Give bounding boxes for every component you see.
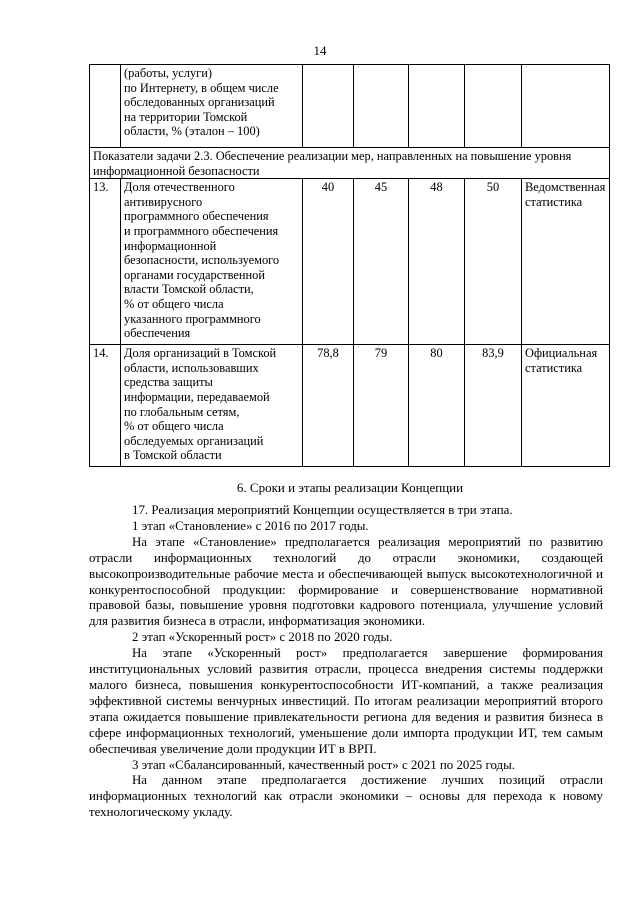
section-header-row (90, 148, 610, 179)
paragraph: На этапе «Ускоренный рост» предполагается завершение формирования институциональных условий развития отрасли, процесса внедрения системы поддержки малого бизнеса, повышения конкурентоспособности ИТ-компаний, а также реализация эффективной системы венчурных инвестиций. По итогам реализации мероприятий второго этапа ожидается повышение привлекательности региона для ведения и развития бизнеса в сфере информационных технологий, уменьшение доли импорта продукции ИТ, тем самым обеспечивая увеличение доли продукции ИТ в ВРП. (89, 646, 603, 756)
paragraph: 1 этап «Становление» с 2016 по 2017 годы. (132, 518, 369, 533)
paragraph: На этапе «Становление» предполагается реализация мероприятий по развитию отрасли информационных технологий до отрасли экономики, создающей высокопроизводительные рабочие места и обеспечивающей выпуск высокотехнологичной и конкурентоспособной продукции: формирование и совершенствование нормативной правовой базы, повышение уровня подготовки кадрового потенциала, улучшение условий для развития бизнеса в отрасли, информатизация экономики. (89, 534, 603, 629)
value-cell: 80 (409, 345, 465, 467)
value-cell: 50 (465, 179, 522, 345)
paragraph: 17. Реализация мероприятий Концепции осуществляется в три этапа. (132, 503, 513, 517)
paragraph: На данном этапе предполагается достижение лучших позиций отрасли информационных технологий как отрасли экономики – основы для перехода к новому технологическому укладу. (89, 773, 603, 820)
section-title: 6. Сроки и этапы реализации Концепции (236, 480, 464, 495)
source-cell (522, 65, 610, 148)
row-number: 14. (90, 345, 121, 467)
value-cell: 45 (354, 179, 409, 345)
row-number (90, 65, 121, 148)
table-row (90, 179, 610, 345)
body-text (89, 503, 603, 821)
indicator-name: Доля отечественного антивирусного программного обеспечения и программного обеспечения информационной безопасности, используемого органами государственной власти Томской области, % от общего числа указанного программного обеспечения (121, 179, 303, 345)
indicator-name: Доля организаций в Томской области, использовавших средства защиты информации, передаваемой по глобальным сетям, % от общего числа обследуемых организаций в Томской области (121, 345, 303, 467)
indicators-table (89, 64, 610, 467)
table-row (90, 345, 610, 467)
value-cell (465, 65, 522, 148)
value-cell: 79 (354, 345, 409, 467)
value-cell (354, 65, 409, 148)
section-header: Показатели задачи 2.3. Обеспечение реализации мер, направленных на повышение уровня информационной безопасности (90, 148, 610, 179)
value-cell: 40 (303, 179, 354, 345)
value-cell: 83,9 (465, 345, 522, 467)
paragraph: 3 этап «Сбалансированный, качественный рост» с 2021 по 2025 годы. (132, 757, 515, 772)
value-cell (409, 65, 465, 148)
source-cell: Официальная статистика (522, 345, 610, 467)
value-cell: 48 (409, 179, 465, 345)
value-cell (303, 65, 354, 148)
paragraph: 2 этап «Ускоренный рост» с 2018 по 2020 годы. (132, 630, 393, 645)
indicator-name: (работы, услуги) по Интернету, в общем числе обследованных организаций на территории Томской области, % (эталон – 100) (121, 65, 303, 148)
table-row (90, 65, 610, 148)
row-number: 13. (90, 179, 121, 345)
value-cell: 78,8 (303, 345, 354, 467)
source-cell: Ведомственная статистика (522, 179, 610, 345)
page-number: 14 (313, 43, 327, 58)
